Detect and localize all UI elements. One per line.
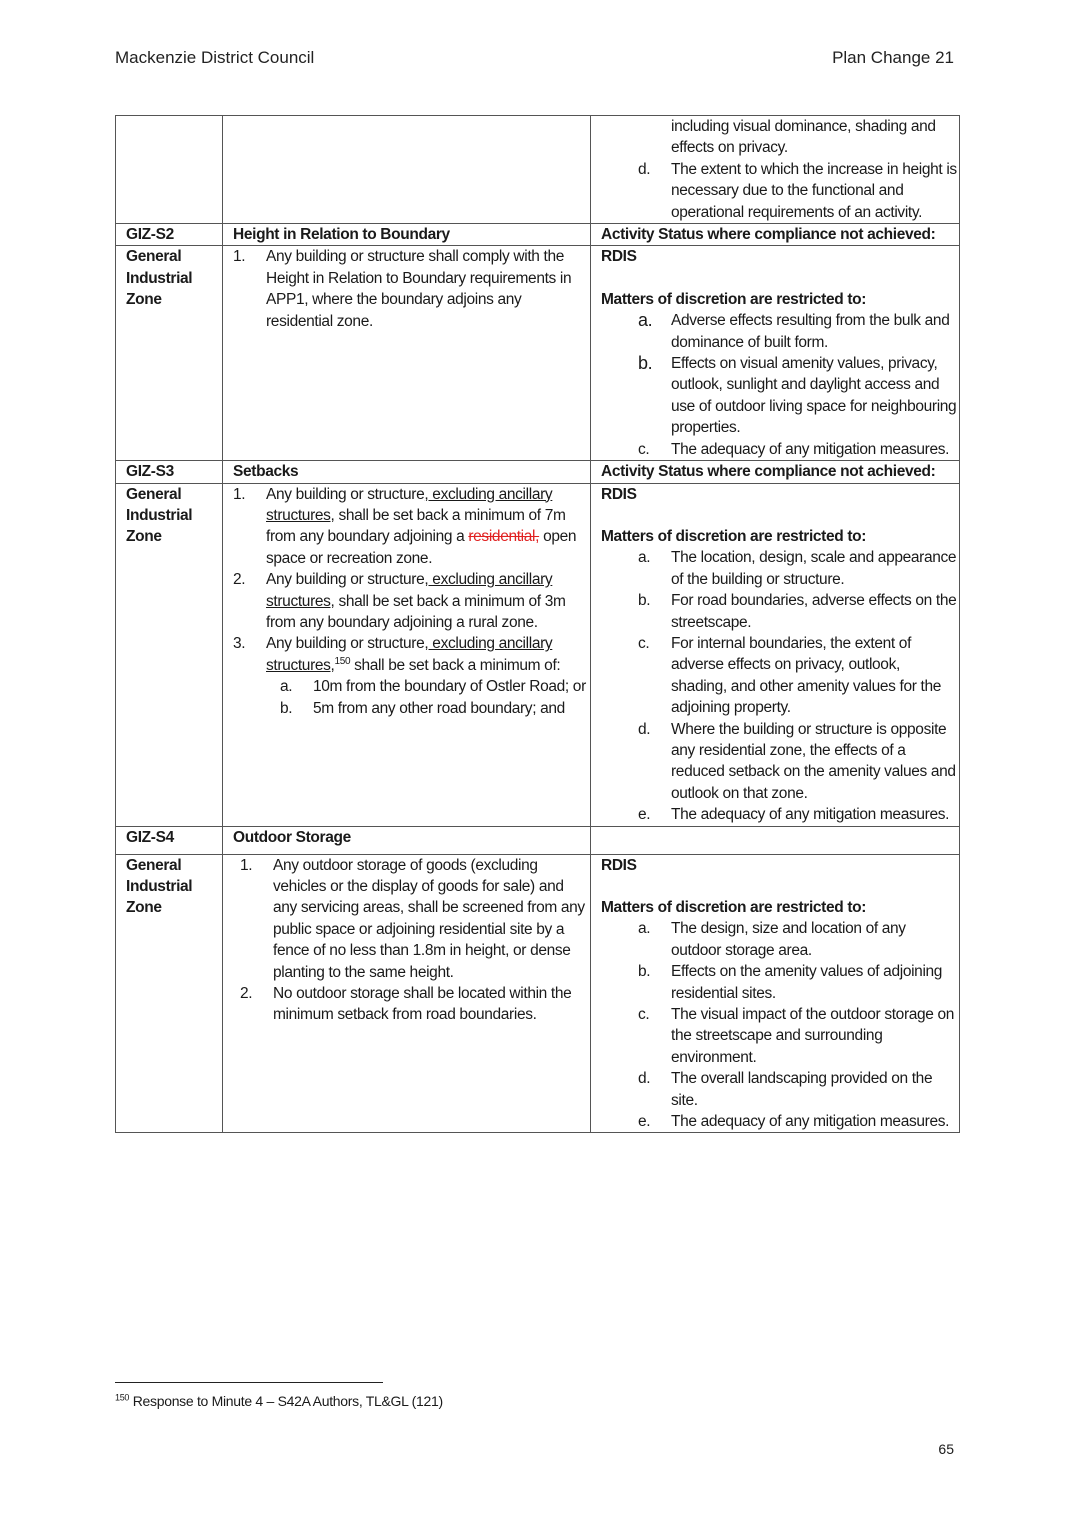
rule-text: No outdoor storage shall be located within the minimum setback from road boundaries. [273,985,572,1024]
rule-number: 3. [233,635,246,653]
standard-rules [223,246,591,461]
zone-word: Zone [126,291,162,309]
matters-heading: Matters of discretion are restricted to: [601,290,867,308]
zone-word: General [126,485,182,503]
table-row-header [116,224,960,246]
matter-letter: e. [638,1113,651,1131]
matter-letter: c. [638,634,650,652]
inserted-text: , excluding ancillary structures, [266,635,553,674]
list-item [601,633,959,719]
page-number: 65 [938,1441,954,1457]
list-item [233,246,590,332]
list-item [601,719,959,805]
table-row [116,854,960,1133]
matter-text: Effects on the amenity values of adjoining residential sites. [671,963,943,1002]
matter-letter: e. [638,806,651,824]
sub-rule-letter: b. [280,699,293,717]
list-item [601,1068,959,1111]
matter-letter: d. [638,1070,651,1088]
zone-name [116,246,223,461]
zone-word: Industrial [126,878,193,895]
standards-table [115,115,960,1133]
list-item [601,804,959,825]
table-row-header [116,461,960,483]
rule-number: 1. [233,485,246,503]
inserted-text: , excluding ancillary structures, [266,571,553,610]
standard-code: GIZ-S2 [116,224,223,246]
continuation-matters [591,116,960,224]
list-item [233,676,590,697]
standard-rules [223,483,591,826]
activity-status-heading: Activity Status where compliance not achieved: [591,224,960,246]
matters-heading: Matters of discretion are restricted to: [601,899,867,916]
zone-word: Industrial [126,269,193,287]
footnote-divider [115,1382,383,1383]
sub-rule-text: 5m from any other road boundary; and [313,699,565,717]
header-plan-change: Plan Change 21 [832,48,954,67]
table-row [116,246,960,461]
rule-text: shall be set back a minimum of 3m from any boundary adjoining a rural zone. [266,592,566,631]
rule-text: Any building or structure [266,635,425,653]
sub-rule-text: 10m from the boundary of Ostler Road; or [313,678,586,696]
matter-letter: a. [638,920,651,938]
list-item [233,633,590,676]
standard-title: Outdoor Storage [223,826,591,854]
matter-letter: b. [638,963,651,981]
table-row-header [116,826,960,854]
inserted-text: , excluding ancillary structures, [266,485,553,524]
activity-status [591,483,960,826]
matter-text: The adequacy of any mitigation measures. [671,1113,950,1131]
header-council-name: Mackenzie District Council [115,48,315,67]
matter-letter: d. [638,160,651,178]
status-code: RDIS [601,248,637,266]
matter-text: Adverse effects resulting from the bulk and dominance of built form. [671,312,950,351]
rule-text: Any outdoor storage of goods (excluding vehicles or the display of goods for sale) and any servicing areas, shall be screened from any public space or adjoining residential site by a fence of no less than 1.8m in height, or dense planting to the same height. [273,856,585,981]
rule-text: Any building or structure shall comply with the Height in Relation to Boundary requirements in APP1, where the boundary adjoins any residential zone. [266,248,572,330]
matter-text: including visual dominance, shading and effects on privacy. [671,118,936,157]
list-item [233,569,590,633]
matter-letter: a. [638,549,651,567]
rule-text: open space or recreation zone. [266,528,577,567]
list-item [601,1004,959,1068]
zone-name [116,483,223,826]
rule-text: shall be set back a minimum of: [350,656,561,674]
zone-word: General [126,248,182,266]
matter-text: The adequacy of any mitigation measures. [671,440,950,458]
sub-rule-letter: a. [280,678,293,696]
list-item [601,159,959,223]
rule-number: 2. [233,571,246,589]
standard-rules [223,854,591,1133]
list-item [601,961,959,1004]
zone-word: Zone [126,528,162,546]
status-code: RDIS [601,485,637,503]
list-item [601,918,959,961]
matter-letter: d. [638,720,651,738]
activity-status [591,246,960,461]
matter-letter: c. [638,440,650,458]
matter-text: The extent to which the increase in height is necessary due to the functional and operational requirements of an activity. [671,160,957,221]
list-item [233,698,590,719]
matter-letter: b. [638,592,651,610]
rule-text: Any building or structure [266,571,425,589]
standard-code: GIZ-S4 [116,826,223,854]
list-item [601,353,959,439]
empty-cell [591,826,960,854]
matter-letter: a. [638,310,653,331]
zone-word: Zone [126,899,162,917]
zone-word: Industrial [126,506,193,524]
matter-text: Effects on visual amenity values, privacy, outlook, sunlight and daylight access and use of outdoor living space for neighbouring properties. [671,355,957,437]
matters-heading: Matters of discretion are restricted to: [601,527,867,545]
matter-text: The design, size and location of any outdoor storage area. [671,920,906,959]
footnote-reference[interactable]: 150 [334,655,351,667]
list-item [240,983,590,1026]
list-item [601,590,959,633]
empty-cell [116,116,223,224]
standard-title: Setbacks [223,461,591,483]
matter-text: Where the building or structure is opposite any residential zone, the effects of a reduced setback on the amenity values and outlook on that zone. [671,720,956,802]
table-row-continuation [116,116,960,224]
matter-letter: b. [638,353,653,374]
footnote-number: 150 [115,1392,130,1403]
list-item [240,855,590,983]
table-row [116,483,960,826]
rule-number: 1. [233,248,246,266]
rule-text: Any building or structure [266,485,425,503]
matter-text: The visual impact of the outdoor storage on the streetscape and surrounding environment. [671,1006,955,1066]
activity-status [591,854,960,1133]
list-item [601,1111,959,1132]
list-item [601,547,959,590]
standard-code: GIZ-S3 [116,461,223,483]
matter-text: The overall landscaping provided on the site. [671,1070,933,1109]
standard-title: Height in Relation to Boundary [223,224,591,246]
list-item [233,484,590,570]
matter-letter: c. [638,1006,650,1024]
status-code: RDIS [601,856,637,874]
zone-word: General [126,856,182,874]
matter-text: For internal boundaries, the extent of adverse effects on privacy, outlook, shading, and other amenity values for the adjoining property. [671,634,941,717]
deleted-text: residential, [468,528,540,546]
activity-status-heading: Activity Status where compliance not achieved: [591,461,960,483]
rule-number: 1. [240,856,253,874]
matter-text: The adequacy of any mitigation measures. [671,806,950,824]
list-item [601,310,959,353]
matter-text: For road boundaries, adverse effects on the streetscape. [671,592,957,631]
matter-text: The location, design, scale and appearance of the building or structure. [671,549,957,588]
rule-number: 2. [240,985,253,1003]
rule-text: shall be set back a minimum of 7m from any boundary adjoining a [266,506,566,546]
empty-cell [223,116,591,224]
list-item [601,439,959,460]
list-item [601,116,959,159]
footnote [115,1393,443,1409]
zone-name [116,854,223,1133]
footnote-text: Response to Minute 4 – S42A Authors, TL&GL (121) [132,1393,443,1409]
